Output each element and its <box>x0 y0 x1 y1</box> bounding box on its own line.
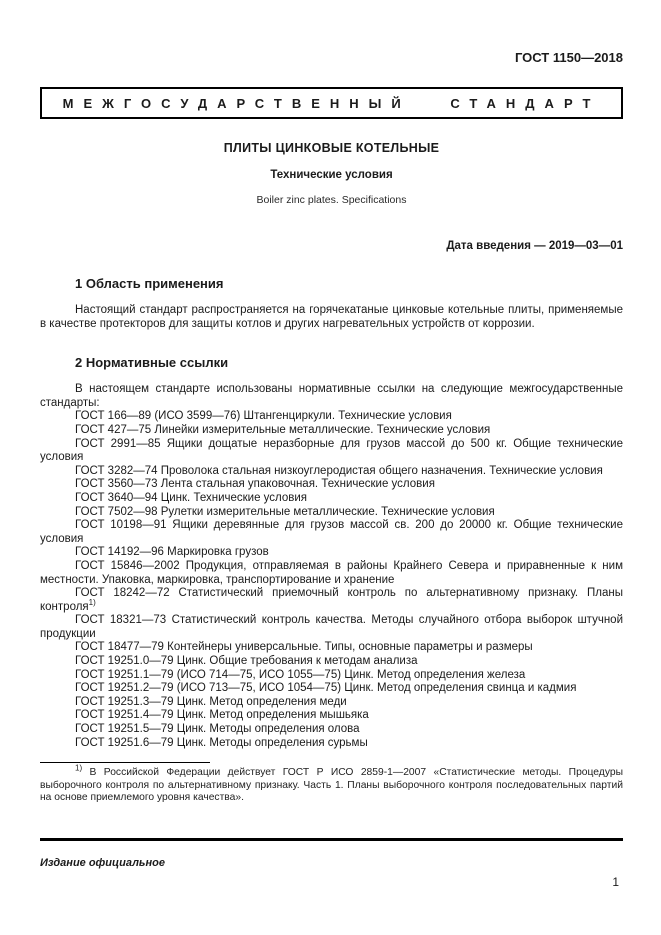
section-1-heading: 1 Область применения <box>75 276 224 291</box>
reference-item <box>40 641 623 655</box>
footnote-body: В Российской Федерации действует ГОСТ Р ИСО 2859-1—2007 «Статистические методы. Процедуры выборочного контроля по альтернативному признаку. Часть 1. Планы выборочного контроля последовательных партий на основе приемлемого уровня качества». <box>40 767 623 804</box>
reference-item <box>40 410 623 424</box>
reference-item <box>40 682 623 696</box>
reference-text: ГОСТ 10198—91 Ящики деревянные для грузов массой св. 200 до 20000 кг. Общие технические условия <box>40 519 623 545</box>
reference-item <box>40 614 623 641</box>
reference-text: ГОСТ 19251.2—79 (ИСО 713—75, ИСО 1054—75) Цинк. Метод определения свинца и кадмия <box>75 682 577 695</box>
edition-label: Издание официальное <box>40 857 165 869</box>
standard-banner <box>40 87 623 119</box>
footnote-marker: 1) <box>88 597 96 607</box>
reference-text: ГОСТ 14192—96 Маркировка грузов <box>75 546 269 559</box>
reference-item <box>40 560 623 587</box>
reference-text: ГОСТ 427—75 Линейки измерительные металлические. Технические условия <box>75 423 491 436</box>
footnote-text <box>40 763 623 804</box>
footnote-area <box>40 762 623 804</box>
reference-text: ГОСТ 19251.0—79 Цинк. Общие требования к методам анализа <box>75 655 418 668</box>
reference-item <box>40 546 623 560</box>
title-block <box>40 141 623 206</box>
reference-text: ГОСТ 166—89 (ИСО 3599—76) Штангенциркули. Технические условия <box>75 410 452 423</box>
references-list <box>40 410 623 750</box>
footnote-divider <box>40 762 210 763</box>
doc-number: ГОСТ 1150—2018 <box>514 50 623 65</box>
reference-item <box>40 492 623 506</box>
reference-item <box>40 519 623 546</box>
reference-text: ГОСТ 2991—85 Ящики дощатые неразборные для грузов массой до 500 кг. Общие технические условия <box>40 437 623 464</box>
reference-text: ГОСТ 18242—72 Статистический приемочный контроль по альтернативному признаку. Планы контроля <box>40 587 623 613</box>
footnote-marker: 1) <box>75 763 83 773</box>
reference-text: ГОСТ 15846—2002 Продукция, отправляемая в районы Крайнего Севера и приравненные к ним местности. Упаковка, маркировка, транспортирование и хранение <box>40 559 623 586</box>
reference-item <box>40 655 623 669</box>
reference-text: ГОСТ 7502—98 Рулетки измерительные металлические. Технические условия <box>75 505 495 518</box>
page-number: 1 <box>612 875 619 889</box>
document-title: ПЛИТЫ ЦИНКОВЫЕ КОТЕЛЬНЫЕ <box>223 141 440 155</box>
effective-date: Дата введения — 2019—03—01 <box>446 240 623 252</box>
section-2-intro: В настоящем стандарте использованы нормативные ссылки на следующие межгосударственные стандарты: <box>40 383 623 409</box>
reference-text: ГОСТ 18321—73 Статистический контроль качества. Методы случайного отбора выборок штучной продукции <box>40 614 623 640</box>
reference-text: ГОСТ 19251.5—79 Цинк. Методы определения олова <box>75 723 360 736</box>
reference-text: ГОСТ 18477—79 Контейнеры универсальные. Типы, основные параметры и размеры <box>75 641 533 654</box>
reference-text: ГОСТ 19251.3—79 Цинк. Метод определения меди <box>75 695 347 708</box>
reference-item <box>40 587 623 614</box>
reference-item <box>40 465 623 479</box>
reference-item <box>40 506 623 520</box>
reference-item <box>40 478 623 492</box>
section-2-heading: 2 Нормативные ссылки <box>75 355 229 371</box>
document-subtitle: Технические условия <box>270 169 393 181</box>
reference-text: ГОСТ 3640—94 Цинк. Технические условия <box>75 491 308 504</box>
reference-item <box>40 709 623 723</box>
reference-text: ГОСТ 19251.6—79 Цинк. Методы определения сурьмы <box>75 736 368 749</box>
reference-item <box>40 723 623 737</box>
reference-item <box>40 669 623 683</box>
reference-text: ГОСТ 3560—73 Лента стальная упаковочная. Технические условия <box>75 478 435 491</box>
reference-item <box>40 737 623 751</box>
reference-text: ГОСТ 19251.4—79 Цинк. Метод определения мышьяка <box>75 709 369 722</box>
reference-item <box>40 424 623 438</box>
standard-banner-text: МЕЖГОСУДАРСТВЕННЫЙ СТАНДАРТ <box>62 96 601 111</box>
reference-text: ГОСТ 3282—74 Проволока стальная низкоуглеродистая общего назначения. Технические условия <box>75 464 603 477</box>
reference-item <box>40 438 623 465</box>
reference-item <box>40 696 623 710</box>
footer-divider <box>40 838 623 841</box>
reference-text: ГОСТ 19251.1—79 (ИСО 714—75, ИСО 1055—75) Цинк. Метод определения железа <box>75 668 526 681</box>
document-title-en: Boiler zinc plates. Specifications <box>256 194 407 206</box>
section-1-paragraph: Настоящий стандарт распространяется на горячекатаные цинковые котельные плиты, применяемые в качестве протекторов для защиты котлов и других нагревательных устройств от коррозии. <box>40 304 623 330</box>
